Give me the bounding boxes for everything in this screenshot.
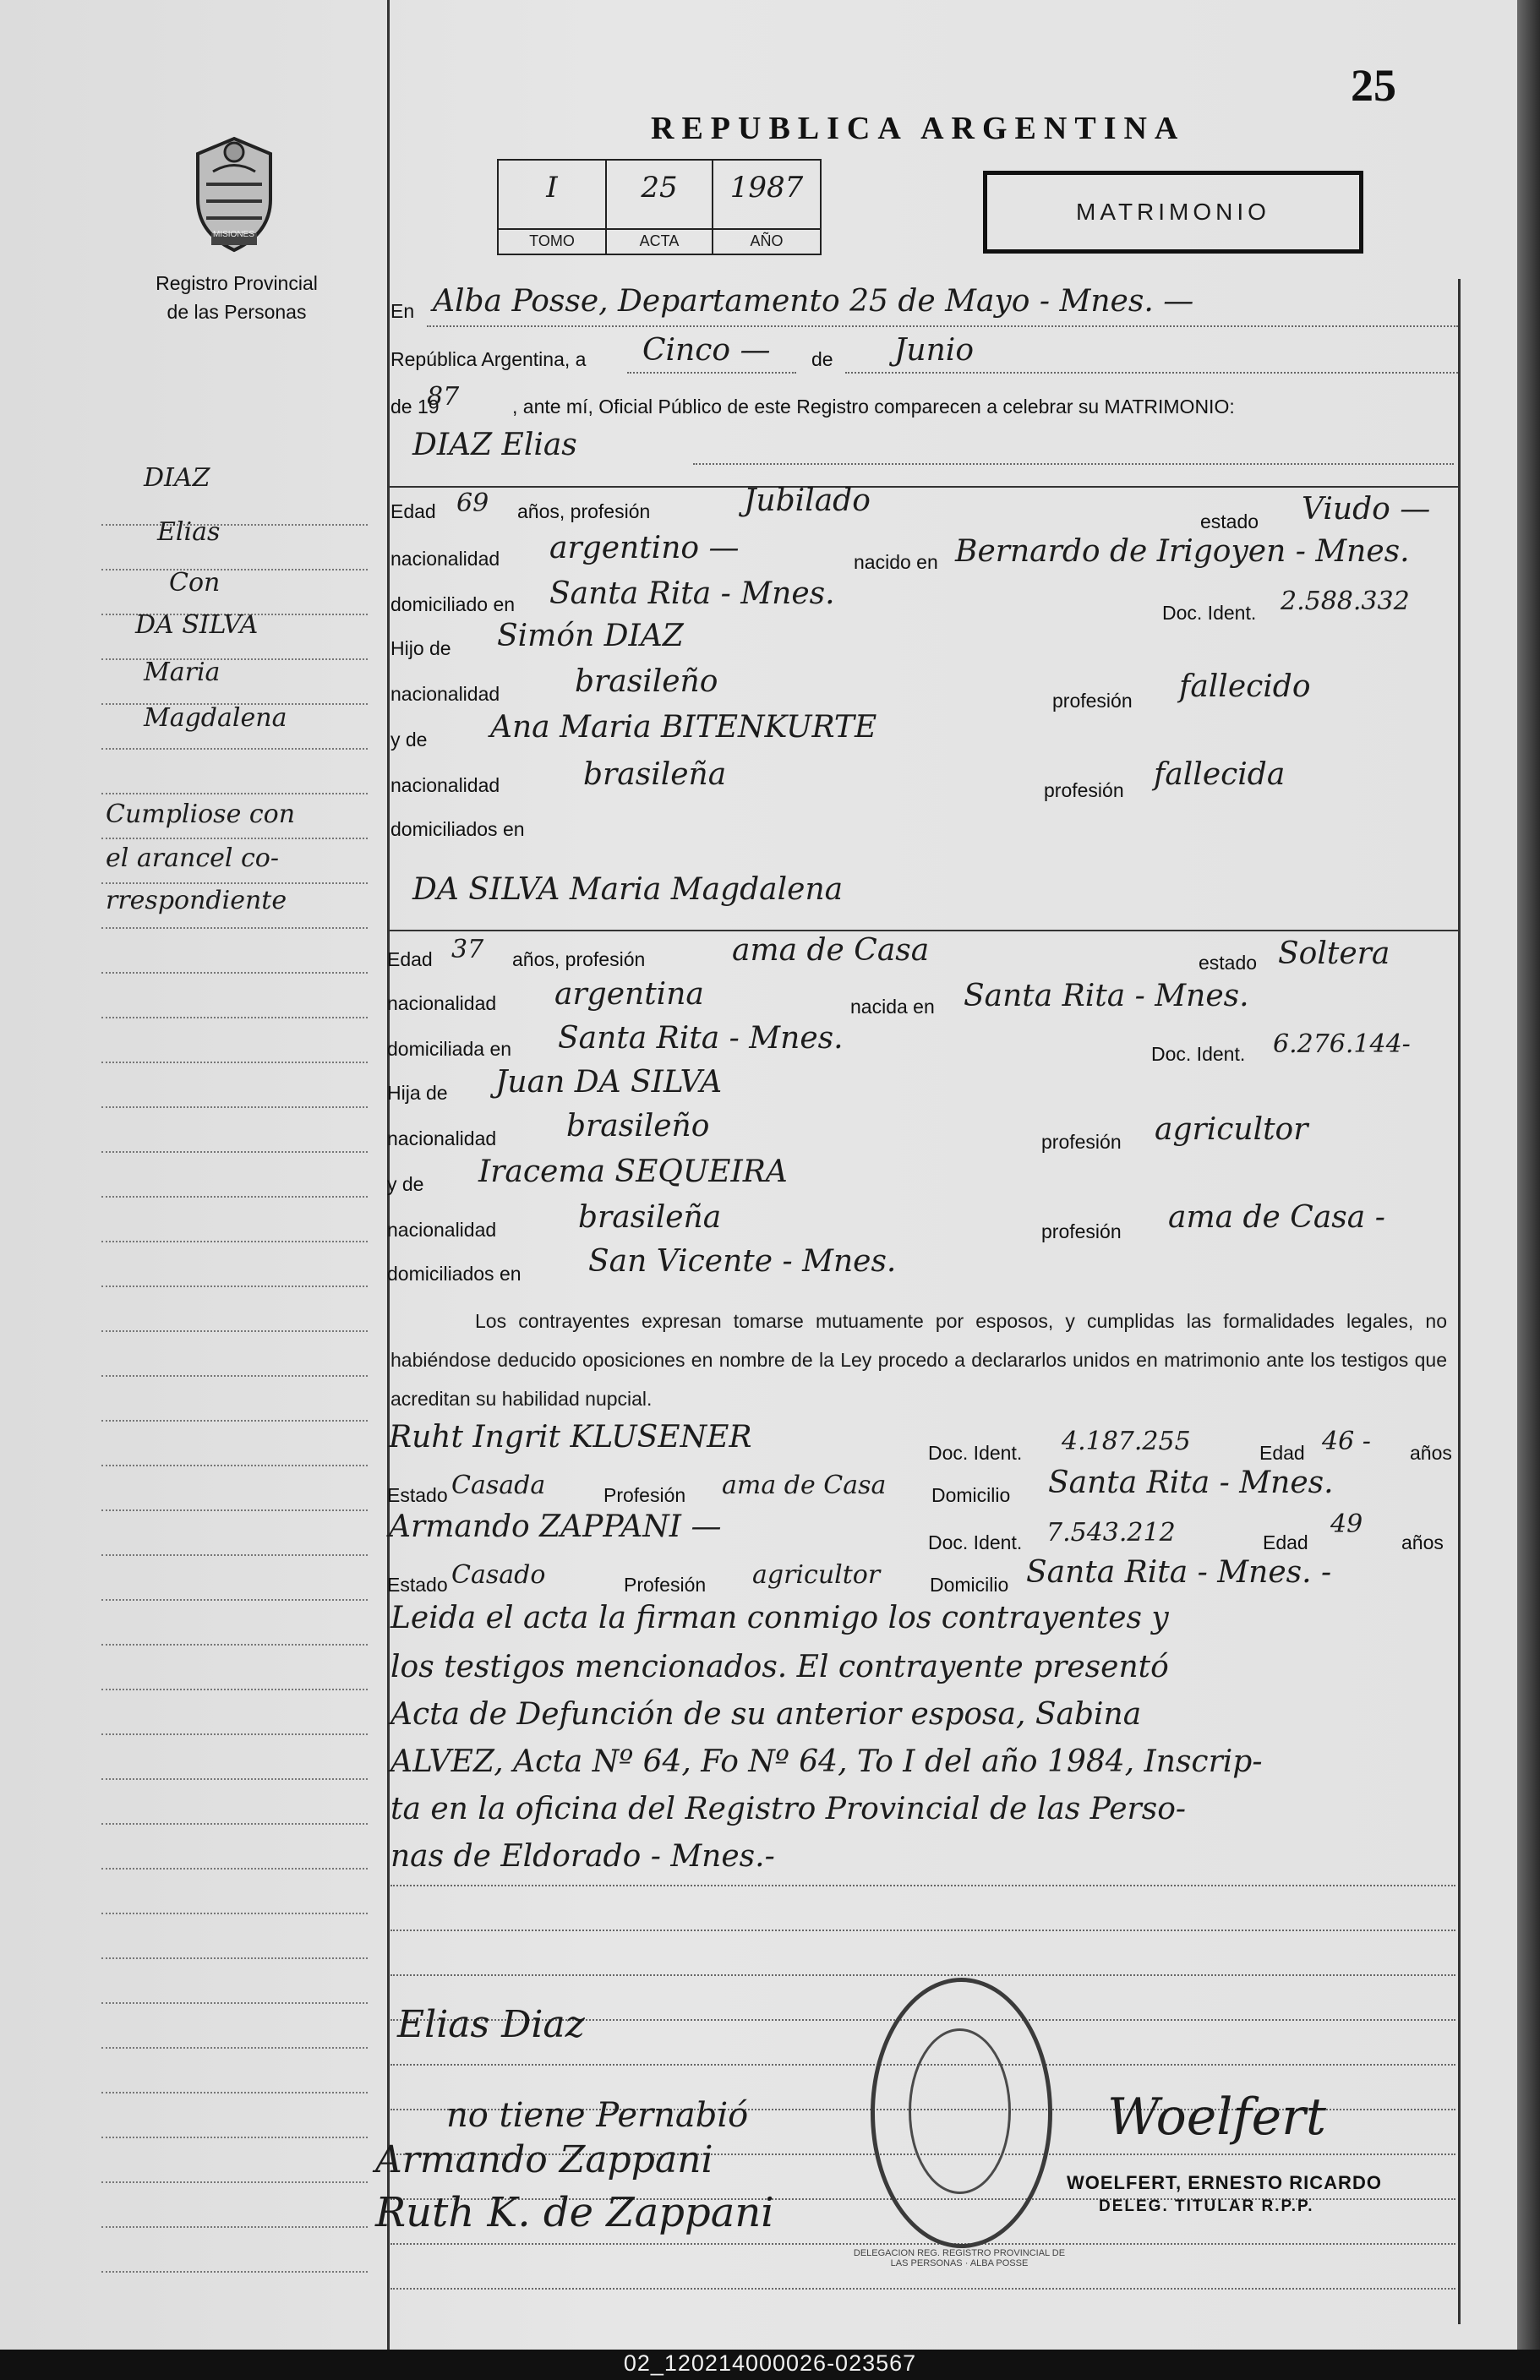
signature-rule (390, 2288, 1455, 2290)
margin-rule (101, 1823, 368, 1825)
record-type-box (983, 171, 1363, 254)
groom-nacionalidad-label: nacionalidad (390, 548, 500, 570)
witness2-estado-label: Estado (387, 1574, 448, 1596)
bride-madre-prof-label: profesión (1041, 1220, 1122, 1242)
groom-name: DIAZ Elias (412, 428, 577, 462)
margin-rule (101, 1286, 368, 1287)
signature-bride: no tiene Pernabió (446, 2096, 749, 2135)
signature-rule (390, 2243, 1455, 2245)
margin-rule (101, 2271, 368, 2273)
month-value: Junio (894, 333, 974, 368)
groom-madre: Ana Maria BITENKURTE (490, 710, 877, 745)
margin-note-line: Maria (144, 658, 221, 687)
signature-groom: Elias Diaz (397, 2003, 585, 2046)
signature-rule (390, 1930, 1455, 1931)
margin-rule (101, 1375, 368, 1377)
groom-madre-prof-label: profesión (1044, 779, 1124, 801)
bride-hija-label: Hija de (387, 1082, 448, 1104)
note-line: nas de Eldorado - Mnes.- (390, 1839, 775, 1874)
groom-padres-dom-label: domiciliados en (390, 818, 525, 840)
margin-rule (101, 1241, 368, 1242)
groom-edad: 69 (456, 489, 489, 518)
groom-doc-label: Doc. Ident. (1162, 602, 1257, 624)
witness1-domicilio: Santa Rita - Mnes. (1048, 1466, 1334, 1500)
crest-label: MISIONES (213, 230, 254, 239)
bride-domicilio-label: domiciliada en (387, 1038, 512, 1060)
margin-note-line: Con (169, 568, 221, 598)
note-line: Leida el acta la firman conmigo los contrayentes y (390, 1601, 1169, 1635)
image-id: 02_120214000026-023567 (623, 2350, 917, 2376)
groom-estado: Viudo — (1302, 492, 1431, 527)
groom-edad-label: Edad (390, 500, 436, 522)
bride-profesion: ama de Casa (732, 933, 930, 968)
margin-rule (101, 1196, 368, 1198)
bride-nacida-en: Santa Rita - Mnes. (964, 979, 1249, 1013)
signature-rule (390, 1974, 1455, 1976)
witness2-edad: 49 (1330, 1509, 1363, 1539)
tomo-cell (499, 161, 607, 254)
margin-rule (101, 1151, 368, 1153)
margin-note-line: Elias (157, 517, 221, 547)
groom-hijo-label: Hijo de (390, 637, 451, 659)
margin-annotation-line: Cumpliose con (106, 800, 296, 829)
groom-madre-nac: brasileña (583, 757, 727, 792)
signature-witness-ruth: Ruth K. de Zappani (375, 2189, 774, 2236)
bride-estado-label: estado (1199, 952, 1258, 974)
bride-yde-label: y de (387, 1173, 424, 1195)
bride-madre-nac: brasileña (578, 1200, 722, 1235)
margin-rule (101, 1957, 368, 1959)
margin-rule (101, 1017, 368, 1018)
witness1-edad-label: Edad (1259, 1442, 1305, 1464)
officer-signature: Woelfert (1107, 2088, 1326, 2147)
groom-yde-label: y de (390, 729, 428, 751)
signature-witness-armando: Armando Zappani (375, 2138, 713, 2181)
bride-madre: Iracema SEQUEIRA (478, 1155, 788, 1189)
note-line: ALVEZ, Acta Nº 64, Fo Nº 64, To I del año 1984, Inscrip- (390, 1744, 1263, 1779)
margin-rule (101, 1644, 368, 1646)
margin-rule (101, 1689, 368, 1690)
margin-rule (101, 1778, 368, 1780)
acta-value: 25 (641, 171, 678, 205)
margin-rule (101, 1599, 368, 1601)
declaration-paragraph (390, 1302, 1447, 1418)
bride-padre: Juan DA SILVA (495, 1065, 723, 1100)
bride-nacida-label: nacida en (850, 996, 935, 1018)
country-title: REPUBLICA ARGENTINA (651, 111, 1186, 146)
groom-padre-prof-label: profesión (1052, 690, 1133, 712)
bride-madre-nac-label: nacionalidad (387, 1219, 497, 1241)
tomo-value: I (546, 171, 558, 205)
officer-title: DELEG. TITULAR R.P.P. (1099, 2197, 1314, 2215)
bride-padre-nac-label: nacionalidad (387, 1127, 497, 1149)
witness2-domicilio: Santa Rita - Mnes. - (1026, 1555, 1332, 1590)
groom-padre-prof: fallecido (1179, 669, 1311, 704)
bride-nacionalidad-label: nacionalidad (387, 992, 497, 1014)
margin-rule (101, 1062, 368, 1063)
margin-rule (101, 1868, 368, 1870)
witness2-domicilio-label: Domicilio (930, 1574, 1009, 1596)
witness1-profesion-label: Profesión (603, 1484, 686, 1506)
margin-rule (101, 793, 368, 794)
margin-note-line: Magdalena (144, 703, 287, 733)
margin-note-line: DIAZ (144, 463, 210, 493)
right-frame-line (1458, 279, 1461, 2324)
witness1-edad: 46 - (1322, 1427, 1371, 1456)
bride-padre-prof-label: profesión (1041, 1131, 1122, 1153)
groom-nacido-en: Bernardo de Irigoyen - Mnes. (955, 534, 1410, 569)
margin-annotation-line: rrespondiente (106, 886, 287, 915)
signature-rule (390, 1885, 1455, 1886)
witness1-anos-label: años (1410, 1442, 1452, 1464)
witness2-profesion: agricultor (752, 1560, 881, 1590)
declaration-text: Los contrayentes expresan tomarse mutuamente por esposos, y cumplidas las formalidades legales, no habiéndose deducido oposiciones en nombre de la Ley procedo a declararlos unidos en matrimonio ante los testigos que acreditan su habilidad nupcial. (390, 1310, 1447, 1410)
officer-name: WOELFERT, ERNESTO RICARDO (1067, 2172, 1382, 2193)
groom-padre-nac-label: nacionalidad (390, 683, 500, 705)
bride-padres-dom-label: domiciliados en (387, 1263, 522, 1285)
witness2-anos-label: años (1401, 1531, 1444, 1553)
margin-rule (101, 1554, 368, 1556)
groom-profesion-label: años, profesión (517, 500, 651, 522)
witness1-doc-label: Doc. Ident. (928, 1442, 1023, 1464)
groom-domicilio: Santa Rita - Mnes. (549, 576, 835, 611)
bride-doc-label: Doc. Ident. (1151, 1043, 1246, 1065)
witness2-doc-label: Doc. Ident. (928, 1531, 1023, 1553)
margin-rule (101, 927, 368, 929)
margin-rule (101, 1733, 368, 1735)
bride-name: DA SILVA Maria Magdalena (412, 872, 844, 907)
margin-rule (101, 882, 368, 884)
margin-rule (101, 1509, 368, 1511)
witness2-profesion-label: Profesión (624, 1574, 707, 1596)
margin-rule (101, 972, 368, 974)
anio-value: 1987 (729, 171, 804, 205)
year-value: 87 (427, 382, 460, 412)
anio-label: AÑO (713, 228, 820, 250)
margin-rule (101, 2002, 368, 2004)
year-prefix: de 19 (390, 396, 440, 418)
bride-domicilio: Santa Rita - Mnes. (558, 1021, 844, 1056)
witness2-doc: 7.543.212 (1046, 1518, 1176, 1548)
bride-padre-nac: brasileño (566, 1109, 710, 1144)
de-label: de (811, 348, 833, 370)
groom-padre-nac: brasileño (575, 664, 718, 699)
bride-padres-dom: San Vicente - Mnes. (588, 1244, 897, 1279)
margin-rule (101, 2226, 368, 2228)
dotted-line (427, 325, 1458, 327)
registry-seal-inner (909, 2028, 1011, 2194)
bride-doc: 6.276.144- (1273, 1029, 1411, 1059)
groom-nacionalidad: argentino — (549, 531, 740, 565)
acta-cell (607, 161, 713, 254)
place-value: Alba Posse, Departamento 25 de Mayo - Mnes. — (433, 284, 1194, 319)
groom-madre-nac-label: nacionalidad (390, 774, 500, 796)
margin-note-line: DA SILVA (135, 610, 259, 640)
groom-estado-label: estado (1200, 510, 1259, 532)
witness1-doc: 4.187.255 (1062, 1427, 1191, 1456)
witness1-estado: Casada (451, 1471, 546, 1500)
bride-edad: 37 (451, 935, 484, 964)
margin-rule (101, 2137, 368, 2138)
groom-domicilio-label: domiciliado en (390, 593, 516, 615)
bride-padre-prof: agricultor (1155, 1112, 1308, 1147)
bride-section-divider (387, 930, 1461, 931)
note-line: los testigos mencionados. El contrayente presentó (390, 1650, 1169, 1684)
witness2-edad-label: Edad (1263, 1531, 1308, 1553)
bride-nacionalidad: argentina (554, 977, 704, 1012)
registry-name-line1: Registro Provincial (156, 272, 318, 294)
witness2-name: Armando ZAPPANI — (389, 1509, 722, 1544)
record-type: MATRIMONIO (1076, 199, 1270, 225)
record-id-box (497, 159, 822, 255)
witness1-domicilio-label: Domicilio (931, 1484, 1011, 1506)
margin-rule (101, 1420, 368, 1422)
margin-rule (101, 1465, 368, 1466)
dotted-line (627, 372, 796, 374)
groom-profesion: Jubilado (744, 483, 871, 518)
note-line: Acta de Defunción de su anterior esposa, Sabina (390, 1697, 1142, 1732)
day-value: Cinco — (642, 333, 771, 368)
witness1-name: Ruht Ingrit KLUSENER (389, 1420, 752, 1455)
margin-rule (101, 2181, 368, 2183)
seal-text: DELEGACION REG. REGISTRO PROVINCIAL DE LAS PERSONAS · ALBA POSSE (853, 2248, 1066, 2268)
bride-edad-label: Edad (387, 948, 433, 970)
margin-rule (101, 2092, 368, 2093)
margin-rule (101, 2047, 368, 2049)
acta-label: ACTA (607, 228, 712, 250)
margin-rule (101, 1106, 368, 1108)
groom-doc: 2.588.332 (1281, 587, 1410, 616)
registry-name-line2: de las Personas (167, 301, 307, 323)
groom-madre-prof: fallecida (1154, 757, 1286, 792)
margin-rule (101, 658, 368, 660)
groom-padre: Simón DIAZ (497, 619, 684, 653)
bride-estado: Soltera (1278, 936, 1390, 971)
margin-rule (101, 748, 368, 750)
witness2-estado: Casado (451, 1560, 546, 1590)
book-spine (1517, 0, 1540, 2350)
page-number: 25 (1351, 60, 1396, 111)
intro-sentence: , ante mí, Oficial Público de este Registro comparecen a celebrar su MATRIMONIO: (512, 396, 1235, 418)
bride-profesion-label: años, profesión (512, 948, 646, 970)
note-line: ta en la oficina del Registro Provincial de las Perso- (390, 1792, 1187, 1826)
margin-rule (101, 569, 368, 570)
tomo-label: TOMO (499, 228, 605, 250)
margin-annotation-line: el arancel co- (106, 843, 280, 873)
anio-cell (713, 161, 820, 254)
witness1-profesion: ama de Casa (722, 1471, 887, 1500)
margin-rule (101, 838, 368, 839)
bride-madre-prof: ama de Casa - (1168, 1200, 1385, 1235)
groom-nacido-label: nacido en (854, 551, 938, 573)
en-label: En (390, 300, 415, 322)
margin-rule (101, 524, 368, 526)
margin-rule (101, 1913, 368, 1914)
groom-section-divider (387, 486, 1461, 488)
republica-label: República Argentina, a (390, 348, 587, 370)
margin-rule (101, 1330, 368, 1332)
dotted-line (693, 463, 1454, 465)
dotted-line (845, 372, 1458, 374)
witness1-estado-label: Estado (387, 1484, 448, 1506)
